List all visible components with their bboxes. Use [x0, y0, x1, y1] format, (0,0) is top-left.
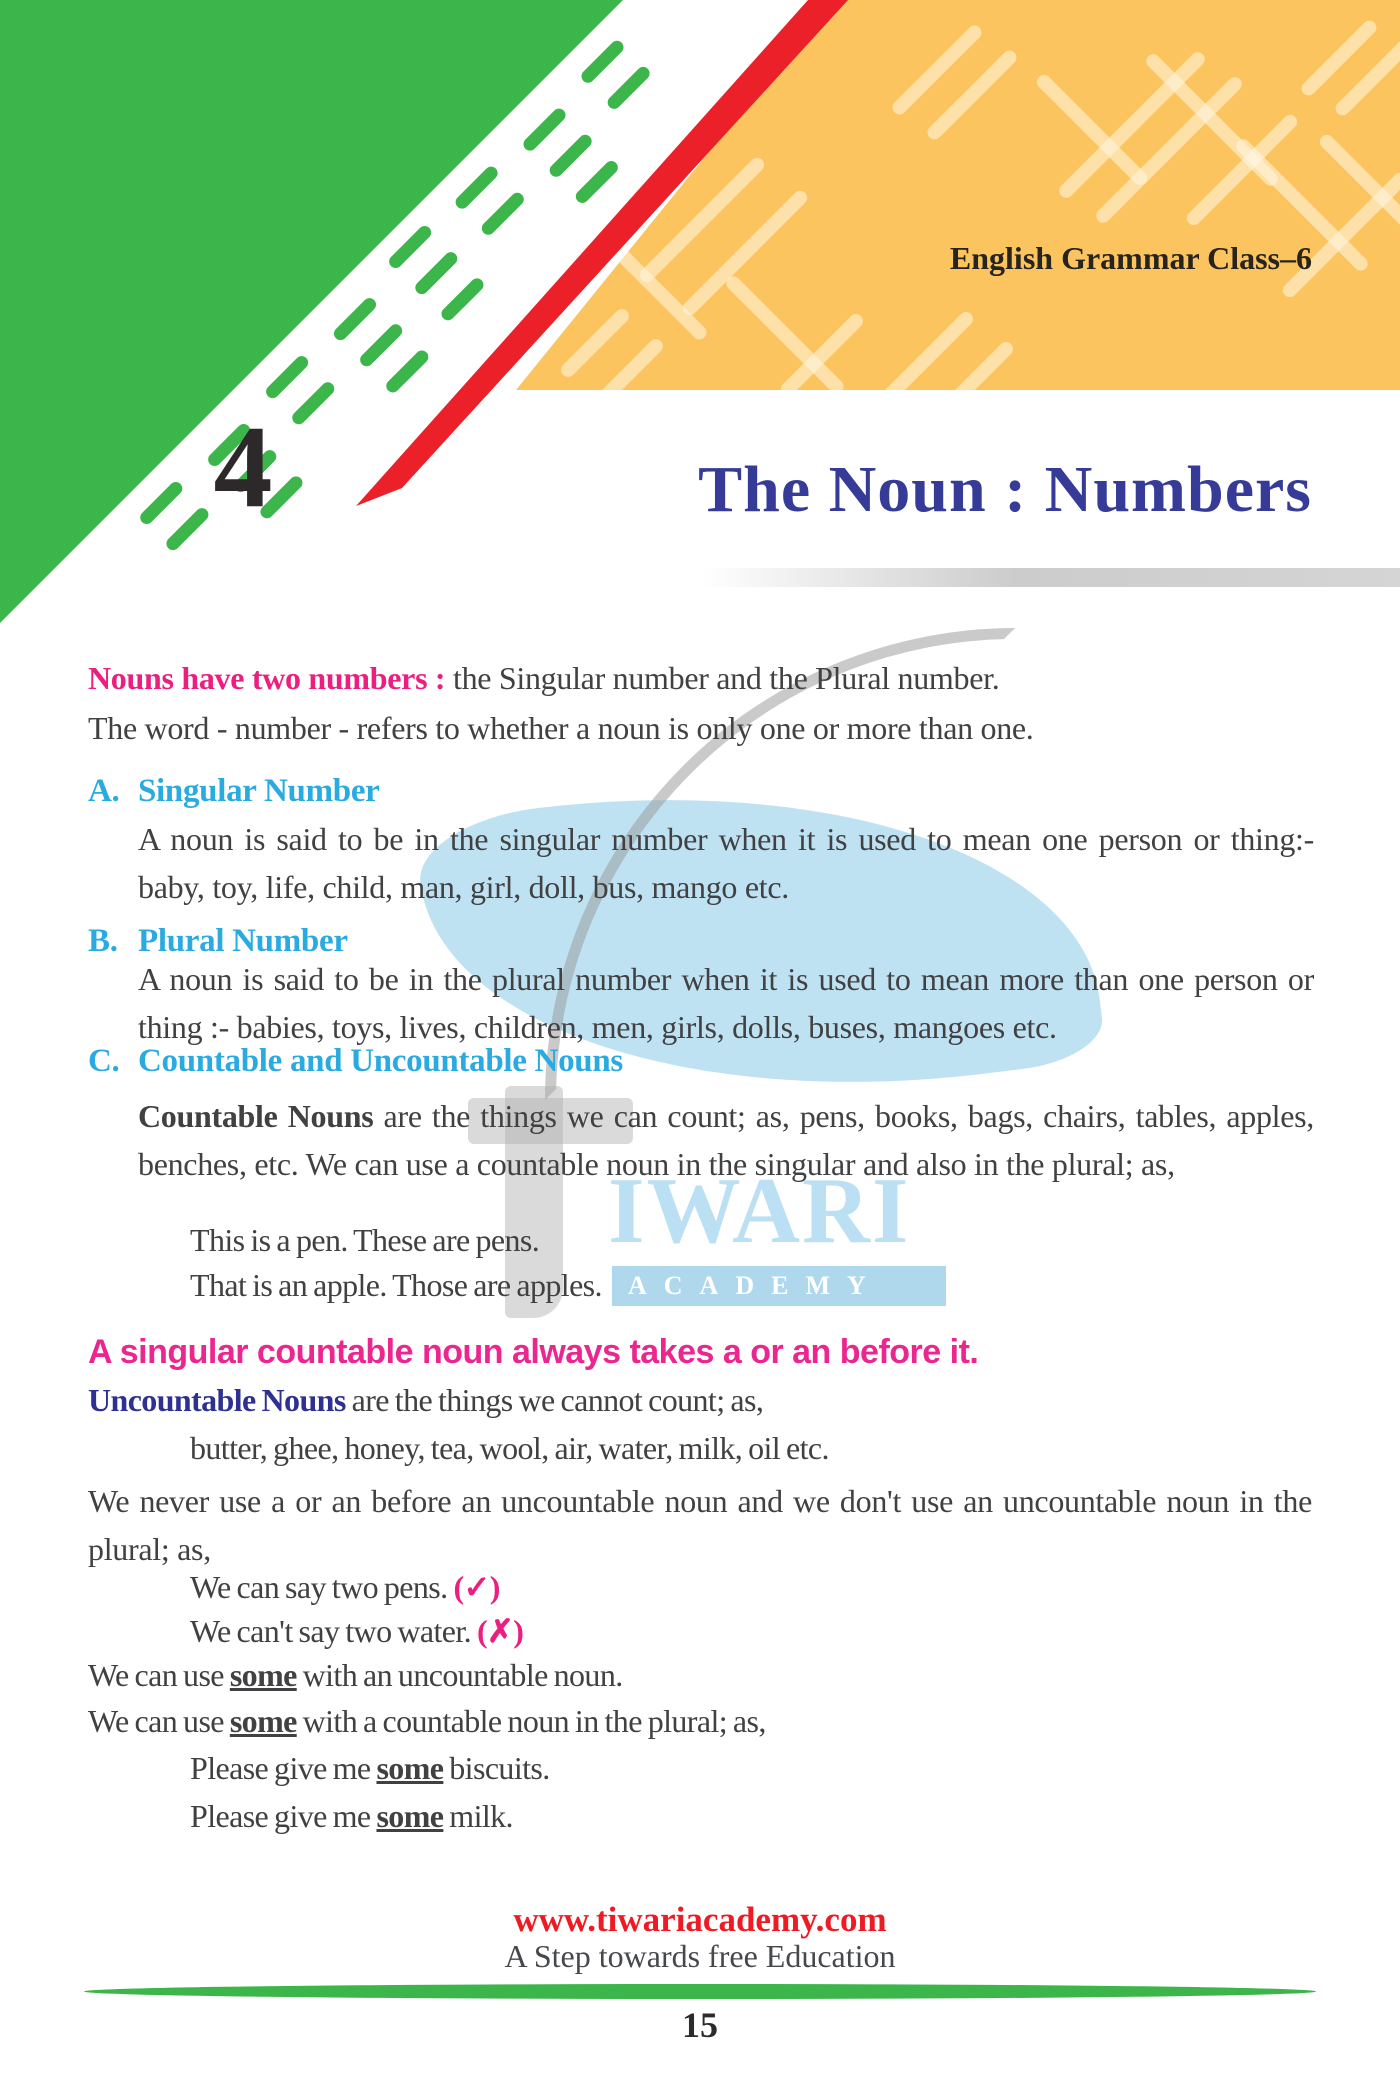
section-a-letter: A. [88, 773, 120, 809]
website-link[interactable]: www.tiwariacademy.com [513, 1900, 887, 1939]
uncountable-line [88, 1382, 763, 1419]
watermark-academy-band: ACADEMY [612, 1266, 946, 1306]
countable-nouns-rest: are the things we can count; as, pens, books, bags, chairs, tables, apples, benches, etc. We can use a countable noun in the singular and also in the plural; as, [138, 1098, 1314, 1182]
uncountable-nouns-term: Uncountable Nouns [88, 1382, 346, 1418]
some-line-post: milk. [443, 1798, 513, 1834]
some-line-pre: We can use [88, 1657, 230, 1693]
countable-example-1: This is a pen. These are pens. [190, 1222, 540, 1258]
section-c-heading [88, 1043, 623, 1080]
some-line-post: biscuits. [443, 1750, 550, 1786]
some-line-pre: Please give me [190, 1750, 377, 1786]
some-biscuits-line [190, 1750, 550, 1787]
never-use-paragraph: We never use a or an before an uncountable noun and we don't use an uncountable noun in the plural; as, [88, 1483, 1312, 1567]
page-number: 15 [682, 2005, 718, 2045]
footer-tagline: A Step towards free Education [504, 1938, 896, 1974]
some-line-pre: Please give me [190, 1798, 377, 1834]
number-definition-line: The word - number - refers to whether a noun is only one or more than one. [88, 710, 1034, 746]
some-word: some [376, 1798, 444, 1834]
cross-mark-icon: (✗) [476, 1613, 524, 1649]
some-word: some [229, 1657, 297, 1693]
some-milk-line [190, 1798, 513, 1835]
intro-rest: the Singular number and the Plural number. [445, 660, 1000, 696]
section-a-title: Singular Number [138, 773, 380, 809]
countable-example-2: That is an apple. Those are apples. [190, 1267, 602, 1303]
uncountable-rest: are the things we cannot count; as, [345, 1382, 764, 1418]
footer-divider [84, 1984, 1316, 1999]
section-b-title: Plural Number [138, 923, 348, 959]
say-water-text: We can't say two water. [190, 1613, 477, 1649]
section-a-body: A noun is said to be in the singular number when it is used to mean one person or thing:- baby, toy, life, child, man, girl, doll, bus, mango etc. [138, 821, 1314, 905]
some-countable-line [88, 1703, 766, 1740]
countable-nouns-term: Countable Nouns [138, 1098, 374, 1134]
section-c-letter: C. [88, 1043, 120, 1079]
section-b-body: A noun is said to be in the plural number when it is used to mean more than one person or thing :- babies, toys, lives, children, men, girls, dolls, buses, mangoes etc. [138, 961, 1314, 1045]
rule-heading: A singular countable noun always takes a or an before it. [88, 1333, 979, 1371]
check-mark-icon: (✓) [453, 1569, 500, 1605]
say-pens-line [190, 1568, 500, 1606]
some-line-pre: We can use [88, 1703, 230, 1739]
some-word: some [229, 1703, 297, 1739]
some-line-post: with a countable noun in the plural; as, [296, 1703, 766, 1739]
chapter-number: 4 [213, 401, 273, 532]
section-a-heading [88, 773, 380, 810]
watermark-brand-text: IWARI [608, 1159, 911, 1263]
some-word: some [376, 1750, 444, 1786]
section-b-letter: B. [88, 923, 118, 959]
some-uncountable-line [88, 1657, 623, 1694]
uncountable-examples-line: butter, ghee, honey, tea, wool, air, water, milk, oil etc. [190, 1430, 829, 1466]
intro-line [88, 660, 999, 697]
section-c-body [138, 1092, 1314, 1188]
course-label: English Grammar Class–6 [949, 240, 1312, 276]
say-pens-text: We can say two pens. [190, 1569, 454, 1605]
intro-lead: Nouns have two numbers : [88, 660, 446, 696]
some-line-post: with an uncountable noun. [296, 1657, 623, 1693]
say-water-line [190, 1612, 523, 1650]
page-title: The Noun : Numbers [698, 453, 1312, 526]
section-c-title: Countable and Uncountable Nouns [138, 1043, 623, 1079]
